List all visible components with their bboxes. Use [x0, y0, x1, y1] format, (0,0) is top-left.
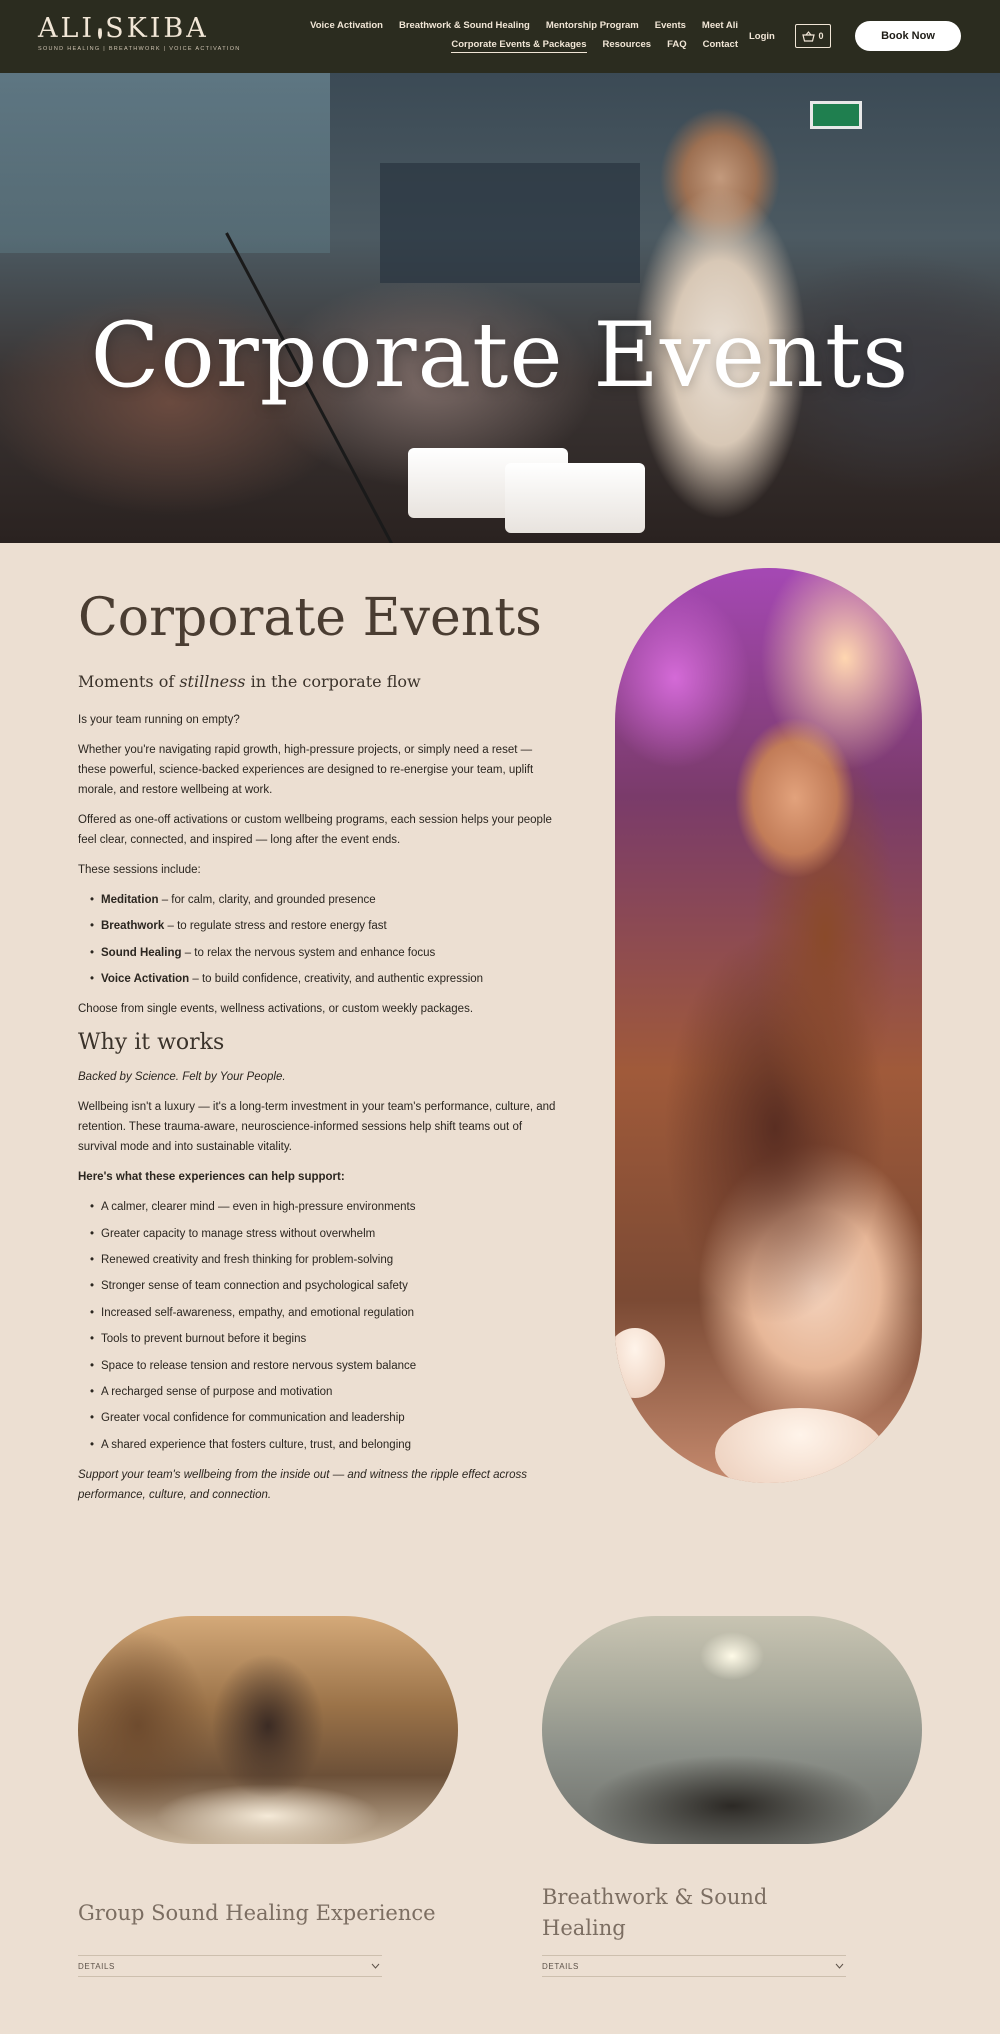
nav-row-1 [310, 20, 738, 31]
subtitle-text: Moments of [78, 672, 180, 691]
nav-mentorship-program[interactable]: Mentorship Program [545, 20, 639, 31]
hero-background-window [0, 73, 330, 253]
chevron-down-icon [835, 1963, 844, 1969]
why-paragraph: Wellbeing isn't a luxury — it's a long-term investment in your team's performance, culture, and retention. These trauma-aware, neuroscience-informed sessions help shift teams out of survival mode and into sustainable vitality. [78, 1101, 556, 1154]
logo-wordmark [38, 14, 208, 44]
portrait-image [615, 568, 922, 1483]
session-desc: – to regulate stress and restore energy fast [164, 920, 387, 933]
moon-icon [98, 27, 102, 39]
support-heading [78, 1167, 558, 1187]
session-name: Meditation [101, 894, 159, 906]
support-list [78, 1197, 558, 1455]
nav-breathwork-sound-healing[interactable]: Breathwork & Sound Healing [398, 20, 530, 31]
session-desc: – to build confidence, creativity, and authentic expression [189, 973, 484, 986]
sessions-list [78, 890, 558, 989]
nav-corporate-events[interactable]: Corporate Events & Packages [451, 39, 586, 53]
hero-background-wall [380, 163, 640, 283]
hero-title: Corporate Events [90, 303, 910, 408]
login-link[interactable]: Login [749, 31, 775, 42]
site-header [0, 0, 1000, 73]
details-label: DETAILS [78, 1961, 115, 1971]
chevron-down-icon [371, 1963, 380, 1969]
cart-count: 0 [818, 31, 824, 41]
cart-button[interactable] [795, 24, 831, 48]
session-name: Voice Activation [101, 973, 190, 986]
logo[interactable] [38, 13, 241, 58]
nav-events[interactable]: Events [654, 20, 686, 31]
main-nav [310, 20, 738, 61]
list-item [78, 969, 558, 989]
logo-tagline: SOUND HEALING | BREATHWORK | VOICE ACTIVATION [38, 46, 241, 52]
list-item: • Tools to prevent burnout before it begins [78, 1329, 558, 1349]
why-tagline: Backed by Science. Felt by Your People. [78, 1071, 286, 1084]
nav-resources[interactable]: Resources [602, 39, 652, 50]
closing-paragraph: Support your team's wellbeing from the inside out — and witness the ripple effect across performance, culture, and connection. [78, 1468, 528, 1501]
nav-voice-activation[interactable]: Voice Activation [310, 20, 383, 31]
session-desc: – to relax the nervous system and enhance focus [181, 946, 436, 959]
list-item: • Greater capacity to manage stress without overwhelm [78, 1224, 558, 1244]
subtitle-emphasis: stillness [179, 672, 246, 691]
card-title-group-sound-healing[interactable]: Group Sound Healing Experience [78, 1901, 436, 1925]
list-item: • A shared experience that fosters culture, trust, and belonging [78, 1435, 558, 1455]
page-subtitle [78, 672, 421, 691]
session-name: Breathwork [101, 920, 165, 933]
subtitle-text: in the corporate flow [245, 672, 421, 691]
singing-bowl [505, 463, 645, 533]
exit-sign [810, 101, 862, 129]
why-heading: Why it works [78, 1030, 225, 1056]
list-item: • A recharged sense of purpose and motivation [78, 1382, 558, 1402]
support-heading-text: Here's what these experiences can help support: [78, 1171, 345, 1184]
list-item: • Greater vocal confidence for communication and leadership [78, 1408, 558, 1428]
session-name: Sound Healing [101, 946, 182, 959]
list-item: • A calmer, clearer mind — even in high-pressure environments [78, 1197, 558, 1217]
list-item: • Renewed creativity and fresh thinking for problem-solving [78, 1250, 558, 1270]
logo-text-left: ALI [38, 13, 96, 44]
nav-faq[interactable]: FAQ [667, 39, 687, 50]
nav-row-2 [338, 39, 738, 53]
details-label: DETAILS [542, 1961, 579, 1971]
page-title: Corporate Events [78, 588, 542, 648]
singing-bowl [615, 1328, 665, 1398]
list-item [78, 890, 558, 910]
nav-contact[interactable]: Contact [702, 39, 738, 50]
details-accordion[interactable] [542, 1955, 846, 1977]
details-accordion[interactable] [78, 1955, 382, 1977]
list-item: • Space to release tension and restore nervous system balance [78, 1356, 558, 1376]
singing-bowl [715, 1408, 885, 1483]
hero-banner [0, 73, 1000, 543]
session-desc: – for calm, clarity, and grounded presence [158, 894, 376, 906]
list-item: • Increased self-awareness, empathy, and emotional regulation [78, 1303, 558, 1323]
breathwork-sound-healing-image[interactable] [542, 1616, 922, 1844]
group-sound-healing-image[interactable] [78, 1616, 458, 1844]
intro-paragraph: Whether you're navigating rapid growth, high-pressure projects, or simply need a reset — these powerful, science-backed experiences are designed to re-energise your team, uplift morale, and restore wellbeing at work. [78, 744, 534, 796]
sessions-intro: These sessions include: [78, 864, 201, 876]
card-title-breathwork-sound-healing[interactable]: Breathwork & Sound Healing [542, 1885, 768, 1940]
content-body [78, 710, 558, 1515]
choose-paragraph: Choose from single events, wellness activations, or custom weekly packages. [78, 1003, 474, 1016]
offer-paragraph: Offered as one-off activations or custom wellbeing programs, each session helps your people feel clear, connected, and inspired — long after the event ends. [78, 814, 552, 846]
list-item: • Stronger sense of team connection and psychological safety [78, 1276, 558, 1296]
intro-question: Is your team running on empty? [78, 714, 240, 726]
nav-meet-ali[interactable]: Meet Ali [701, 20, 738, 31]
book-now-button[interactable]: Book Now [855, 21, 961, 51]
list-item [78, 916, 558, 936]
logo-text-right: SKIBA [105, 13, 209, 44]
basket-icon [802, 31, 815, 42]
list-item [78, 943, 558, 963]
